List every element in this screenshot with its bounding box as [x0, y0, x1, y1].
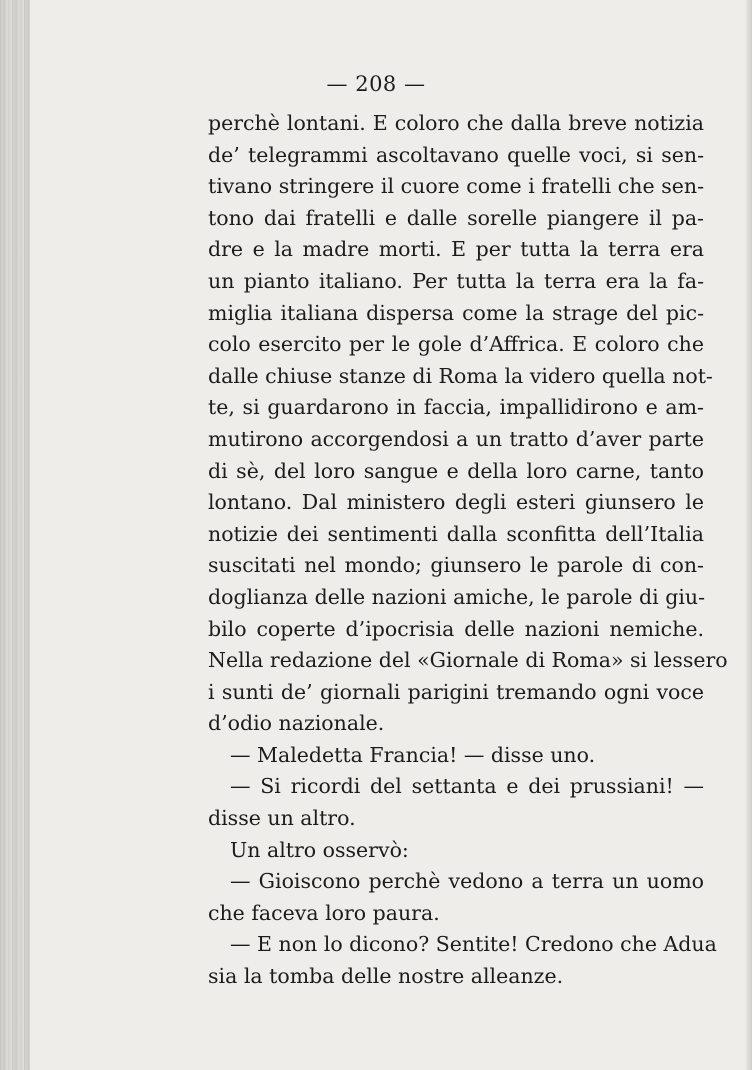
text-line: perchè lontani. E coloro che dalla breve notizia: [208, 111, 704, 135]
text-line: doglianza delle nazioni amiche, le parole di giu-: [208, 584, 706, 609]
page-binding-edge: [0, 0, 30, 1070]
body-text: [208, 108, 728, 993]
page-right-edge: [746, 0, 752, 1070]
text-line: dalle chiuse stanze di Roma la videro quella not-: [208, 363, 713, 388]
text-line: de’ telegrammi ascoltavano quelle voci, si sen-: [208, 142, 704, 167]
text-line: — E non lo dicono? Sentite! Credono che Adua: [230, 932, 717, 957]
text-line: miglia italiana dispersa come la strage del pic-: [208, 300, 704, 325]
text-line: dre e la madre morti. E per tutta la terra era: [208, 237, 704, 262]
page-number: — 208 —: [326, 72, 426, 96]
text-line: Nella redazione del «Giornale di Roma» si lessero: [208, 648, 728, 673]
text-line: tono dai fratelli e dalle sorelle piangere il pa-: [208, 205, 704, 230]
text-line: — Gioiscono perchè vedono a terra un uomo: [230, 869, 704, 894]
text-line: che faceva loro paura.: [208, 900, 440, 925]
text-line: Un altro osservò:: [230, 837, 409, 862]
text-line: un pianto italiano. Per tutta la terra era la fa-: [208, 268, 704, 293]
text-line: tivano stringere il cuore come i fratelli che sen-: [208, 174, 704, 199]
text-line: — Si ricordi del settanta e dei prussiani! —: [230, 774, 704, 799]
text-line: colo esercito per le gole d’Affrica. E coloro che: [208, 332, 704, 357]
text-line: bilo coperte d’ipocrisia delle nazioni nemiche.: [208, 616, 704, 641]
text-line: i sunti de’ giornali parigini tremando ogni voce: [208, 679, 704, 704]
text-line: lontano. Dal ministero degli esteri giunsero le: [208, 490, 704, 515]
text-line: d’odio nazionale.: [208, 711, 385, 736]
text-line: di sè, del loro sangue e della loro carne, tanto: [208, 458, 704, 483]
text-line: te, si guardarono in faccia, impallidirono e am-: [208, 395, 704, 420]
text-line: notizie dei sentimenti dalla sconfitta dell’Italia: [208, 521, 704, 546]
text-line: suscitati nel mondo; giunsero le parole di con-: [208, 553, 704, 578]
text-line: — Maledetta Francia! — disse uno.: [230, 742, 596, 767]
text-line: disse un altro.: [208, 806, 356, 831]
text-line: sia la tomba delle nostre alleanze.: [208, 964, 564, 989]
text-line: mutirono accorgendosi a un tratto d’aver parte: [208, 426, 704, 451]
